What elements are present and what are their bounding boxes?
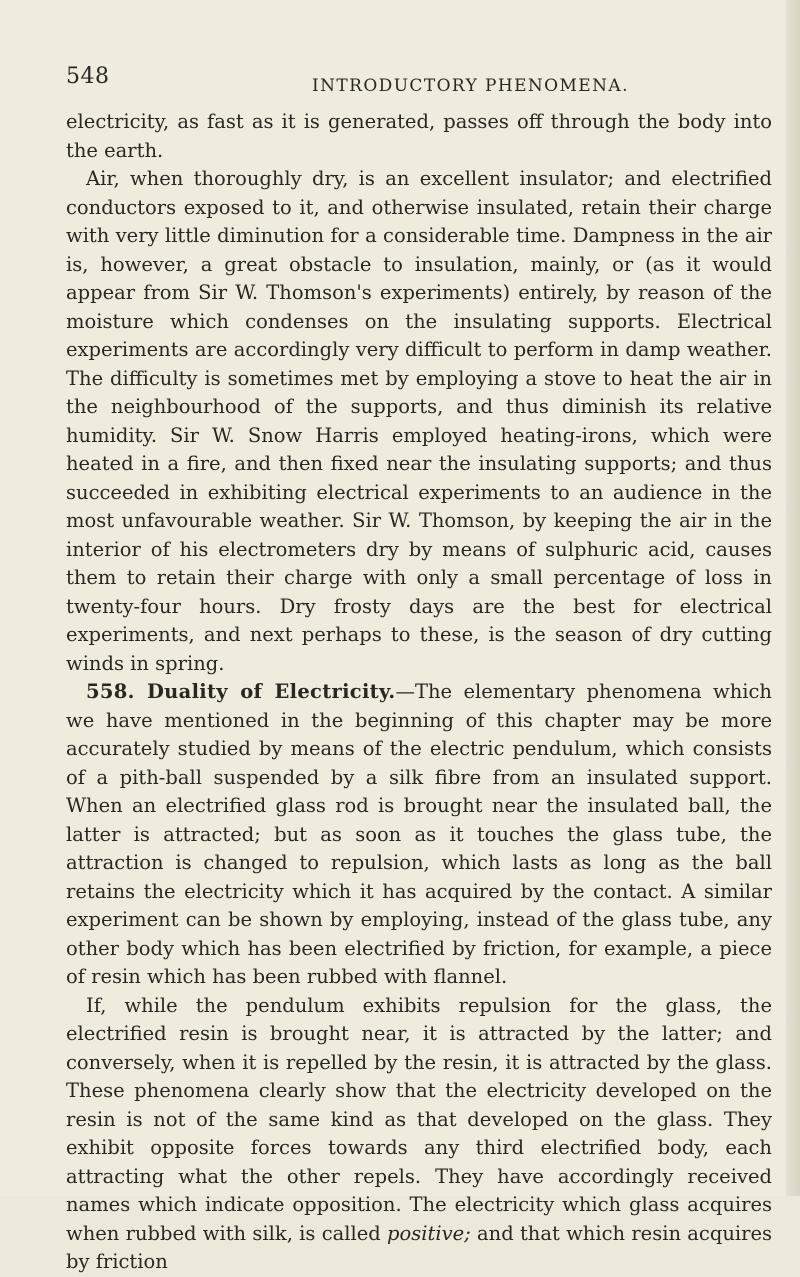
paragraph-opposition-end: and that which resin acquires by friction xyxy=(66,1221,772,1273)
paragraph-insulation: Air, when thoroughly dry, is an excellent insulator; and electrified conductors exposed to it, and otherwise insulated, retain their charge with very little diminution for a considerable time. Dampness in the air is, however, a great obstacle to insulation, mainly, or (as it would appear from Sir W. Thomson's experiments) entirely, by reason of the moisture which condenses on the insulating supports. Electrical experiments are accordingly very difficult to perform in damp weather. The difficulty is sometimes met by employing a stove to heat the air in the neighbourhood of the supports, and thus diminish its relative humidity. Sir W. Snow Harris employed heating-irons, which were heated in a fire, and then fixed near the insulating supports; and thus succeeded in exhibiting electrical experiments to an audience in the most unfavourable weather. Sir W. Thomson, by keeping the air in the interior of his electrometers dry by means of sulphuric acid, causes them to retain their charge with only a small percentage of loss in twenty-four hours. Dry frosty days are the best for electrical experiments, and next perhaps to these, is the season of dry cutting winds in spring. xyxy=(66,167,772,675)
running-head: INTRODUCTORY PHENOMENA. xyxy=(312,76,629,96)
paragraph-continuation: electricity, as fast as it is generated, passes off through the body into the earth. xyxy=(66,110,772,162)
page-number: 548 xyxy=(66,64,110,89)
paragraph-opposition-text: If, while the pendulum exhibits repulsion for the glass, the electrified resin is brought near, it is attracted by the latter; and conversely, when it is repelled by the resin, it is attracted by the glass. These phenomena clearly show that the electricity developed on the resin is not of the same kind as that developed on the glass. They exhibit opposite forces towards any third electrified body, each attracting what the other repels. They have accordingly received names which indicate opposition. The electricity which glass acquires when rubbed with silk, is called xyxy=(66,993,772,1245)
section-body: —The elementary phenomena which we have mentioned in the beginning of this chapter may be more accurately studied by means of the electric pendulum, which consists of a pith-ball suspended by a silk fibre from an insulated support. When an electrified glass rod is brought near the insulated ball, the latter is attracted; but as soon as it touches the glass tube, the attraction is changed to repulsion, which lasts as long as the ball retains the electricity which it has acquired by the contact. A similar experiment can be shown by employing, instead of the glass tube, any other body which has been electrified by friction, for example, a piece of resin which has been rubbed with flannel. xyxy=(66,680,772,988)
italic-term: positive; xyxy=(387,1221,471,1245)
section-heading: 558. Duality of Electricity. xyxy=(86,680,396,703)
page-edge xyxy=(786,0,800,1196)
paragraph-duality xyxy=(66,678,772,992)
body-text xyxy=(66,108,772,1277)
paragraph-opposition xyxy=(66,992,772,1277)
